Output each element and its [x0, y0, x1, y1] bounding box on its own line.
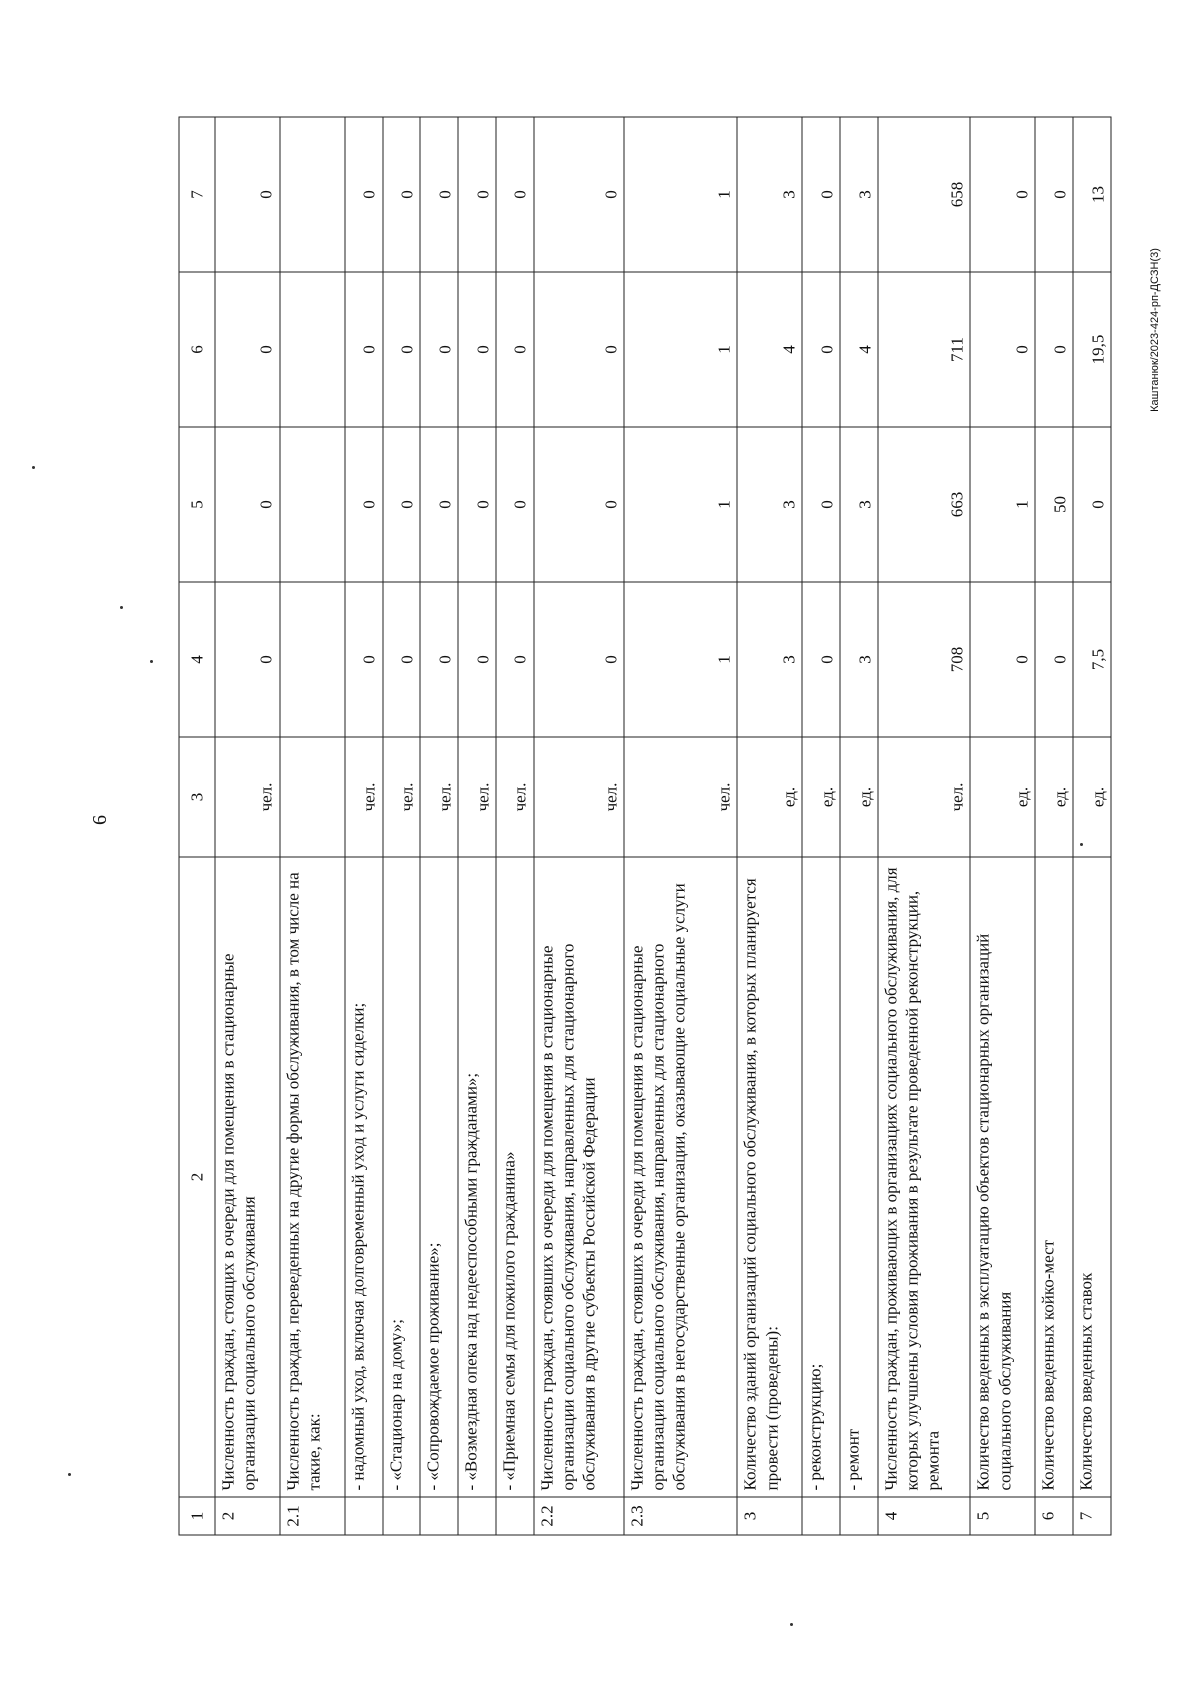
value-col7-cell: 0	[458, 117, 496, 272]
value-col4-cell: 0	[458, 582, 496, 737]
value-col4-cell: 0	[970, 582, 1035, 737]
row-number-cell	[345, 1497, 383, 1535]
table-row	[878, 117, 970, 1535]
indicator-name-cell: Количество введенных ставок	[1073, 857, 1111, 1497]
value-col4-cell: 7,5	[1073, 582, 1111, 737]
indicator-name-cell: - надомный уход, включая долговременный уход и услуги сиделки;	[345, 857, 383, 1497]
value-col5-cell: 0	[534, 427, 624, 582]
value-col4-cell: 708	[878, 582, 970, 737]
value-col7-cell: 0	[383, 117, 421, 272]
value-col5-cell: 0	[496, 427, 534, 582]
header-cell-4: 4	[179, 582, 215, 737]
unit-cell: ед.	[737, 737, 802, 857]
indicator-name-cell: Численность граждан, стоявших в очереди для помещения в стационарные организации социального обслуживания, направленных для стационарного обслуживания в другие субъекты Российской Федерации	[534, 857, 624, 1497]
value-col7-cell: 0	[496, 117, 534, 272]
row-number-cell	[840, 1497, 878, 1535]
indicator-name-cell: - ремонт	[840, 857, 878, 1497]
value-col7-cell: 0	[534, 117, 624, 272]
indicator-name-cell: Численность граждан, переведенных на другие формы обслуживания, в том числе на такие, как:	[280, 857, 345, 1497]
value-col7-cell: 3	[737, 117, 802, 272]
row-number-cell	[496, 1497, 534, 1535]
value-col6-cell: 0	[802, 272, 840, 427]
value-col4-cell: 0	[1035, 582, 1073, 737]
row-number-cell	[802, 1497, 840, 1535]
value-col6-cell: 0	[420, 272, 458, 427]
row-number-cell: 5	[970, 1497, 1035, 1535]
table-row	[1035, 117, 1073, 1535]
table-row	[840, 117, 878, 1535]
value-col6-cell: 4	[840, 272, 878, 427]
row-number-cell: 3	[737, 1497, 802, 1535]
value-col5-cell: 0	[458, 427, 496, 582]
value-col6-cell: 1	[624, 272, 737, 427]
scan-speck	[150, 660, 153, 663]
value-col6-cell: 4	[737, 272, 802, 427]
unit-cell: ед.	[840, 737, 878, 857]
value-col7-cell: 0	[215, 117, 280, 272]
value-col7-cell: 0	[345, 117, 383, 272]
indicator-name-cell: Количество введенных в эксплуатацию объектов стационарных организаций социального обслуживания	[970, 857, 1035, 1497]
table-row	[737, 117, 802, 1535]
table-header-row	[179, 117, 215, 1535]
table-row	[345, 117, 383, 1535]
value-col4-cell: 0	[802, 582, 840, 737]
indicator-name-cell: - «Сопровождаемое проживание»;	[420, 857, 458, 1497]
value-col7-cell	[280, 117, 345, 272]
scan-speck	[790, 1623, 793, 1626]
value-col5-cell: 0	[1073, 427, 1111, 582]
row-number-cell: 7	[1073, 1497, 1111, 1535]
row-number-cell	[458, 1497, 496, 1535]
indicator-name-cell: Количество зданий организаций социального обслуживания, в которых планируется провести (проведены):	[737, 857, 802, 1497]
value-col4-cell: 0	[383, 582, 421, 737]
unit-cell: ед.	[1035, 737, 1073, 857]
unit-cell: чел.	[420, 737, 458, 857]
value-col7-cell: 658	[878, 117, 970, 272]
value-col5-cell: 3	[737, 427, 802, 582]
scan-speck	[32, 466, 35, 469]
table-row	[624, 117, 737, 1535]
unit-cell	[280, 737, 345, 857]
row-number-cell: 2.2	[534, 1497, 624, 1535]
header-cell-1: 1	[179, 1497, 215, 1535]
table-row	[970, 117, 1035, 1535]
value-col6-cell	[280, 272, 345, 427]
value-col5-cell: 0	[215, 427, 280, 582]
unit-cell: чел.	[215, 737, 280, 857]
header-cell-7: 7	[179, 117, 215, 272]
indicator-name-cell: - «Стационар на дому»;	[383, 857, 421, 1497]
unit-cell: чел.	[624, 737, 737, 857]
table-row	[802, 117, 840, 1535]
value-col5-cell: 1	[624, 427, 737, 582]
value-col5-cell: 663	[878, 427, 970, 582]
value-col6-cell: 19,5	[1073, 272, 1111, 427]
row-number-cell	[420, 1497, 458, 1535]
unit-cell: ед.	[1073, 737, 1111, 857]
value-col6-cell: 0	[1035, 272, 1073, 427]
unit-cell: чел.	[458, 737, 496, 857]
value-col4-cell: 0	[215, 582, 280, 737]
value-col7-cell: 0	[420, 117, 458, 272]
value-col6-cell: 0	[215, 272, 280, 427]
unit-cell: ед.	[802, 737, 840, 857]
value-col4-cell: 0	[496, 582, 534, 737]
table-row	[1073, 117, 1111, 1535]
value-col4-cell: 0	[534, 582, 624, 737]
value-col7-cell: 1	[624, 117, 737, 272]
row-number-cell: 6	[1035, 1497, 1073, 1535]
indicator-name-cell: Количество введенных койко-мест	[1035, 857, 1073, 1497]
value-col4-cell: 0	[345, 582, 383, 737]
value-col6-cell: 0	[458, 272, 496, 427]
table-body	[179, 117, 1111, 1535]
header-cell-3: 3	[179, 737, 215, 857]
table-row	[496, 117, 534, 1535]
value-col5-cell: 3	[840, 427, 878, 582]
value-col5-cell: 1	[970, 427, 1035, 582]
header-cell-5: 5	[179, 427, 215, 582]
value-col5-cell: 0	[420, 427, 458, 582]
unit-cell: чел.	[534, 737, 624, 857]
value-col7-cell: 3	[840, 117, 878, 272]
value-col4-cell	[280, 582, 345, 737]
indicator-name-cell: Численность граждан, проживающих в организациях социального обслуживания, для которых улучшены условия проживания в результате проведенной реконструкции, ремонта	[878, 857, 970, 1497]
table-row	[280, 117, 345, 1535]
unit-cell: чел.	[496, 737, 534, 857]
unit-cell: чел.	[878, 737, 970, 857]
table-row	[458, 117, 496, 1535]
unit-cell: чел.	[383, 737, 421, 857]
table-row	[215, 117, 280, 1535]
value-col5-cell: 0	[345, 427, 383, 582]
value-col4-cell: 1	[624, 582, 737, 737]
indicator-name-cell: Численность граждан, стоящих в очереди для помещения в стационарные организации социального обслуживания	[215, 857, 280, 1497]
unit-cell: ед.	[970, 737, 1035, 857]
table-row	[383, 117, 421, 1535]
scan-speck	[68, 1473, 71, 1476]
row-number-cell: 2.3	[624, 1497, 737, 1535]
value-col7-cell: 13	[1073, 117, 1111, 272]
row-number-cell: 2	[215, 1497, 280, 1535]
value-col5-cell: 0	[383, 427, 421, 582]
indicator-name-cell: - «Возмездная опека над недееспособными гражданами»;	[458, 857, 496, 1497]
row-number-cell	[383, 1497, 421, 1535]
header-cell-6: 6	[179, 272, 215, 427]
value-col7-cell: 0	[1035, 117, 1073, 272]
value-col6-cell: 0	[383, 272, 421, 427]
value-col4-cell: 0	[420, 582, 458, 737]
indicators-table	[179, 117, 1112, 1536]
indicator-name-cell: Численность граждан, стоявших в очереди для помещения в стационарные организации социального обслуживания, направленных для стационарного обслуживания в негосударственные организации, оказывающие социальные услуги	[624, 857, 737, 1497]
rotated-table-container	[179, 118, 1112, 1536]
value-col6-cell: 711	[878, 272, 970, 427]
page-number: 6	[89, 815, 111, 825]
scan-speck	[120, 606, 123, 609]
value-col7-cell: 0	[802, 117, 840, 272]
value-col5-cell: 0	[802, 427, 840, 582]
value-col4-cell: 3	[737, 582, 802, 737]
value-col6-cell: 0	[496, 272, 534, 427]
row-number-cell: 4	[878, 1497, 970, 1535]
table-row	[420, 117, 458, 1535]
value-col5-cell	[280, 427, 345, 582]
value-col5-cell: 50	[1035, 427, 1073, 582]
value-col6-cell: 0	[534, 272, 624, 427]
header-cell-2: 2	[179, 857, 215, 1497]
indicator-name-cell: - «Приемная семья для пожилого гражданина»	[496, 857, 534, 1497]
value-col7-cell: 0	[970, 117, 1035, 272]
row-number-cell: 2.1	[280, 1497, 345, 1535]
value-col6-cell: 0	[345, 272, 383, 427]
value-col4-cell: 3	[840, 582, 878, 737]
document-code-text: Каштанюк/2023-424-рп-ДСЗН(3)	[1149, 248, 1161, 412]
value-col6-cell: 0	[970, 272, 1035, 427]
unit-cell: чел.	[345, 737, 383, 857]
indicator-name-cell: - реконструкцию;	[802, 857, 840, 1497]
table-row	[534, 117, 624, 1535]
